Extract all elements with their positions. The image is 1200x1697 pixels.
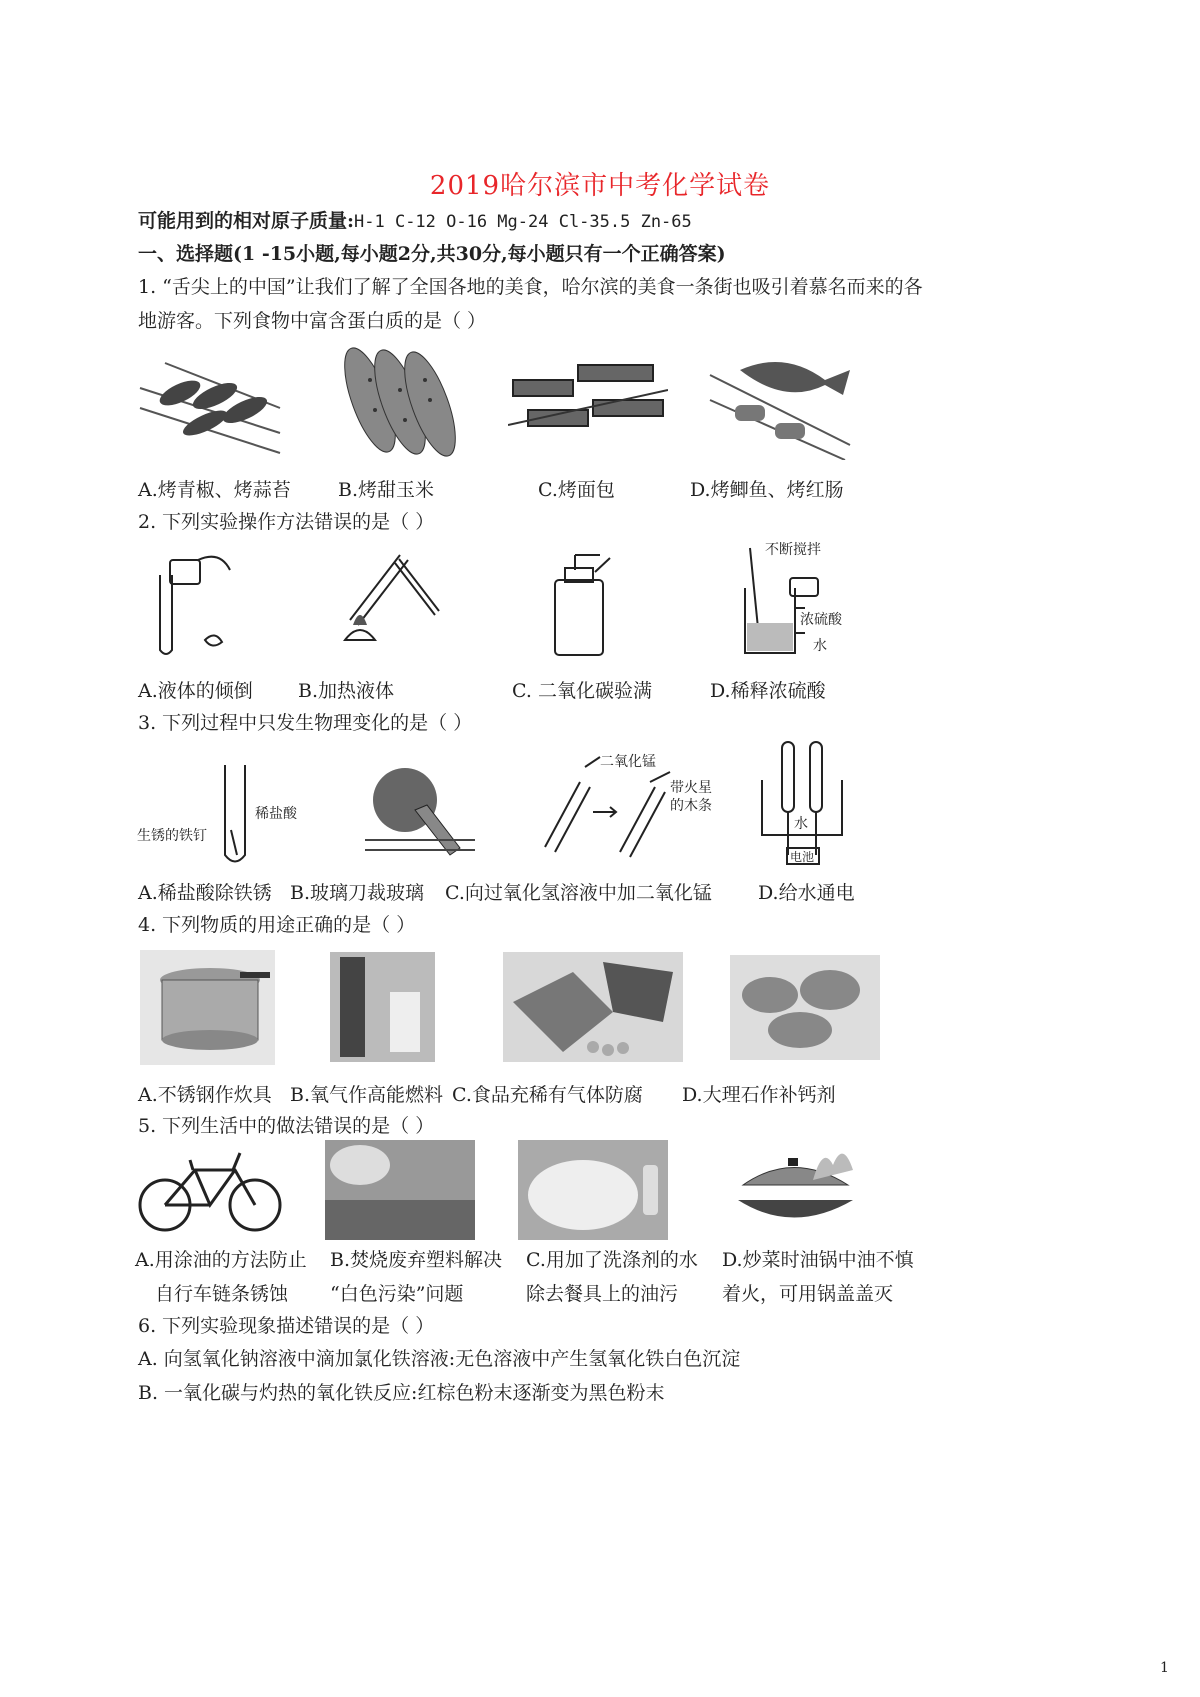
q2-stem: 2. 下列实验操作方法错误的是（ ） [138,511,435,533]
q4-option-d[interactable]: D.大理石作补钙剂 [682,1084,836,1106]
q5-option-b-line2: “白色污染”问题 [330,1283,464,1305]
q1-stem-line1: 1. “舌尖上的中国”让我们了解了全国各地的美食，哈尔滨的美食一条街也吸引着慕名而来的各 [138,276,923,298]
q5-figure-a-bicycle [135,1145,285,1235]
q5-figure-b-burning-plastic [325,1140,475,1240]
q1-figure-d-grilled-fish [705,345,855,460]
q4-figure-d-marble [730,955,880,1060]
q4-figure-c-packaged-food [503,952,683,1062]
q3-figure-c-h2o2-mno2 [530,752,730,862]
q5-stem: 5. 下列生活中的做法错误的是（ ） [138,1115,435,1137]
q5-figure-d-wok-fire [718,1140,868,1235]
q6-option-a[interactable]: A. 向氢氧化钠溶液中滴加氯化铁溶液:无色溶液中产生氢氧化铁白色沉淀 [138,1348,741,1370]
q2-label-water: 水 [813,638,827,654]
q5-option-c-line1[interactable]: C.用加了洗涤剂的水 [526,1249,698,1271]
q1-figure-b-grilled-corn [330,340,460,465]
q3-label-hcl: 稀盐酸 [255,806,297,822]
q3-figure-a-rusty-nail [135,760,320,870]
q5-figure-c-washing-dishes [518,1140,668,1240]
q6-option-b[interactable]: B. 一氧化碳与灼热的氧化铁反应:红棕色粉末逐渐变为黑色粉末 [138,1382,665,1404]
q3-label-nail: 生锈的铁钉 [137,828,207,844]
q1-figure-c-grilled-bread [508,350,668,440]
section-heading: 一、选择题(1 -15小题,每小题2分,共30分,每小题只有一个正确答案) [138,243,726,265]
q1-option-c[interactable]: C.烤面包 [538,479,615,501]
q1-stem-line2: 地游客。下列食物中富含蛋白质的是（ ） [138,310,487,332]
q1-figure-a-grilled-peppers [135,348,285,458]
q4-figure-b-oxygen-fuel [330,952,435,1062]
q1-option-a[interactable]: A.烤青椒、烤蒜苔 [138,479,291,501]
q5-option-a-line2: 自行车链条锈蚀 [155,1283,289,1305]
q6-stem: 6. 下列实验现象描述错误的是（ ） [138,1315,435,1337]
q2-figure-b-heating-liquid [335,545,445,655]
atomic-mass-values: H-1 C-12 O-16 Mg-24 Cl-35.5 Zn-65 [354,212,692,232]
q2-option-c[interactable]: C. 二氧化碳验满 [512,680,652,702]
q5-option-b-line1[interactable]: B.焚烧废弃塑料解决 [330,1249,503,1271]
q1-option-b[interactable]: B.烤甜玉米 [338,479,435,501]
q4-option-b[interactable]: B.氧气作高能燃料 [290,1084,444,1106]
q2-figure-d-dilute-sulfuric-acid [735,538,865,663]
q2-label-stir: 不断搅拌 [765,542,821,558]
page-title: 2019哈尔滨市中考化学试卷 [429,171,771,201]
q2-option-a[interactable]: A.液体的倾倒 [138,680,253,702]
q3-figure-d-electrolysis [752,740,852,870]
q2-label-acid: 浓硫酸 [800,612,842,628]
q1-option-d[interactable]: D.烤鲫鱼、烤红肠 [690,479,844,501]
q2-option-d[interactable]: D.稀释浓硫酸 [710,680,826,702]
q3-option-a[interactable]: A.稀盐酸除铁锈 [138,882,272,904]
q3-label-splint-line2: 的木条 [670,798,712,814]
q3-figure-b-glass-cutter [365,760,475,865]
q5-option-d-line1[interactable]: D.炒菜时油锅中油不慎 [722,1249,914,1271]
q3-label-battery: 电池 [790,850,815,864]
atomic-mass-line [138,208,692,235]
q3-option-b[interactable]: B.玻璃刀裁玻璃 [290,882,425,904]
q3-label-mno2: 二氧化锰 [600,754,656,770]
atomic-mass-label: 可能用到的相对原子质量: [138,210,355,232]
q2-figure-c-co2-check [545,550,625,660]
q3-label-splint-line1: 带火星 [670,780,712,796]
q3-option-d[interactable]: D.给水通电 [758,882,855,904]
q2-option-b[interactable]: B.加热液体 [298,680,395,702]
q3-label-water: 水 [794,816,808,832]
q4-stem: 4. 下列物质的用途正确的是（ ） [138,914,416,936]
q4-figure-a-pressure-cooker [140,950,275,1065]
q4-option-c[interactable]: C.食品充稀有气体防腐 [452,1084,643,1106]
q3-stem: 3. 下列过程中只发生物理变化的是（ ） [138,712,473,734]
q5-option-d-line2: 着火，可用锅盖盖灭 [722,1283,894,1305]
q5-option-c-line2: 除去餐具上的油污 [526,1283,679,1305]
q5-option-a-line1[interactable]: A.用涂油的方法防止 [135,1249,307,1271]
q3-option-c[interactable]: C.向过氧化氢溶液中加二氧化锰 [445,882,712,904]
page-number: 1 [1160,1660,1169,1676]
q2-figure-a-pouring-liquid [150,550,240,660]
q4-option-a[interactable]: A.不锈钢作炊具 [138,1084,272,1106]
